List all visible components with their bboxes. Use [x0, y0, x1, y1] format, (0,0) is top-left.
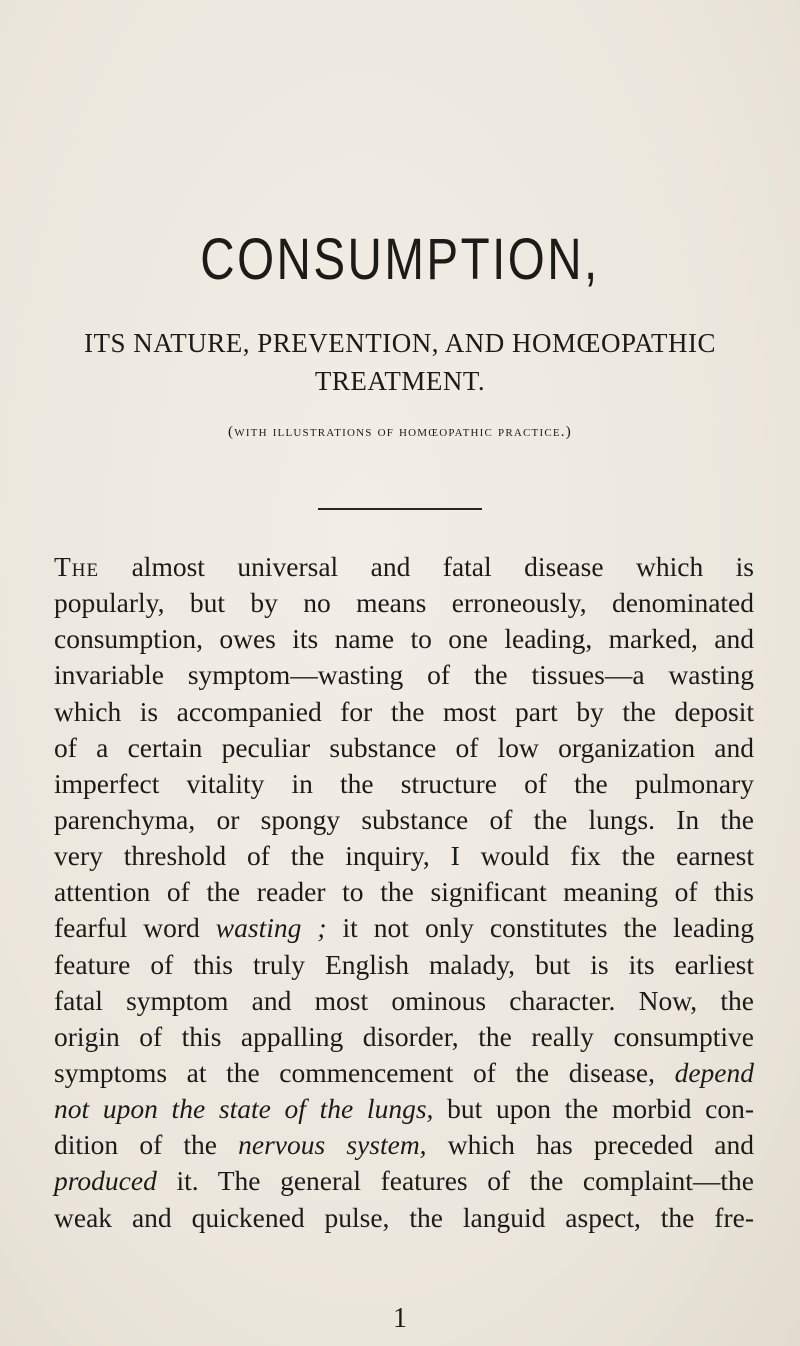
text-segment: it. The general features of the complaint—the: [156, 1165, 754, 1197]
text-segment: dition of the: [54, 1129, 239, 1161]
text-line: [54, 1019, 754, 1055]
note-text: with illustrations of homœopathic practice.: [234, 424, 566, 440]
body-paragraph: [54, 549, 754, 1236]
note-open-paren: (: [228, 424, 235, 440]
text-line: [54, 766, 754, 802]
text-segment: almost universal and fatal disease which is: [99, 551, 754, 582]
text-segment: attention of the reader to the significant meaning of this: [54, 876, 754, 908]
text-line: [54, 657, 754, 693]
text-line: [54, 1163, 754, 1199]
page-number: 1: [393, 1303, 407, 1334]
text-segment: parenchyma, or spongy substance of the lungs. In the: [54, 803, 754, 835]
subtitle-line-1: ITS NATURE, PREVENTION, AND HOMŒOPATHIC: [83, 328, 717, 358]
text-line: [54, 802, 754, 838]
text-line: [54, 1055, 754, 1091]
illustrations-note: [0, 424, 800, 441]
text-segment: but upon the morbid con-: [433, 1093, 754, 1125]
text-segment: very threshold of the inquiry, I would fix the earnest: [54, 840, 754, 872]
italic-segment: nervous system,: [238, 1129, 427, 1161]
italic-segment: not upon the state of the lungs,: [54, 1093, 434, 1125]
text-line: [54, 1200, 754, 1236]
text-segment: origin of this appalling disorder, the really consumptive: [54, 1020, 754, 1052]
text-line: [54, 585, 754, 621]
italic-segment: produced: [54, 1165, 157, 1197]
text-segment: popularly, but by no means erroneously, denominated: [54, 587, 754, 619]
text-line: [54, 947, 754, 983]
page-title: CONSUMPTION,: [200, 227, 600, 292]
text-segment: invariable symptom—wasting of the tissues—a wasting: [54, 659, 754, 691]
text-segment: feature of this truly English malady, but is its earliest: [54, 948, 754, 980]
text-line: [54, 983, 754, 1019]
title-divider: [318, 508, 482, 510]
subtitle-line-2: TREATMENT.: [314, 366, 486, 396]
text-line: [54, 549, 754, 585]
text-segment: which has preceded and: [426, 1129, 754, 1161]
text-segment: weak and quickened pulse, the languid aspect, the fre-: [54, 1201, 754, 1233]
text-segment: of a certain peculiar substance of low organization and: [54, 731, 754, 763]
text-line: [54, 1091, 754, 1127]
text-line: [54, 621, 754, 657]
text-segment: consumption, owes its name to one leading, marked, and: [54, 623, 754, 655]
text-line: [54, 838, 754, 874]
text-line: [54, 694, 754, 730]
text-line: [54, 1127, 754, 1163]
note-close-paren: ): [565, 424, 572, 440]
text-line: [54, 910, 754, 946]
text-segment: which is accompanied for the most part by the deposit: [54, 695, 754, 727]
text-line: [54, 730, 754, 766]
italic-segment: wasting ;: [215, 912, 327, 944]
text-segment: imperfect vitality in the structure of the pulmonary: [54, 767, 754, 799]
italic-segment: depend: [674, 1056, 754, 1088]
text-line: [54, 874, 754, 910]
text-segment: symptoms at the commencement of the disease,: [54, 1056, 675, 1088]
text-segment: it not only constitutes the leading: [326, 912, 754, 944]
text-segment: fearful word: [54, 912, 216, 944]
text-segment: fatal symptom and most ominous character. Now, the: [54, 984, 754, 1016]
lead-word: The: [54, 551, 100, 582]
